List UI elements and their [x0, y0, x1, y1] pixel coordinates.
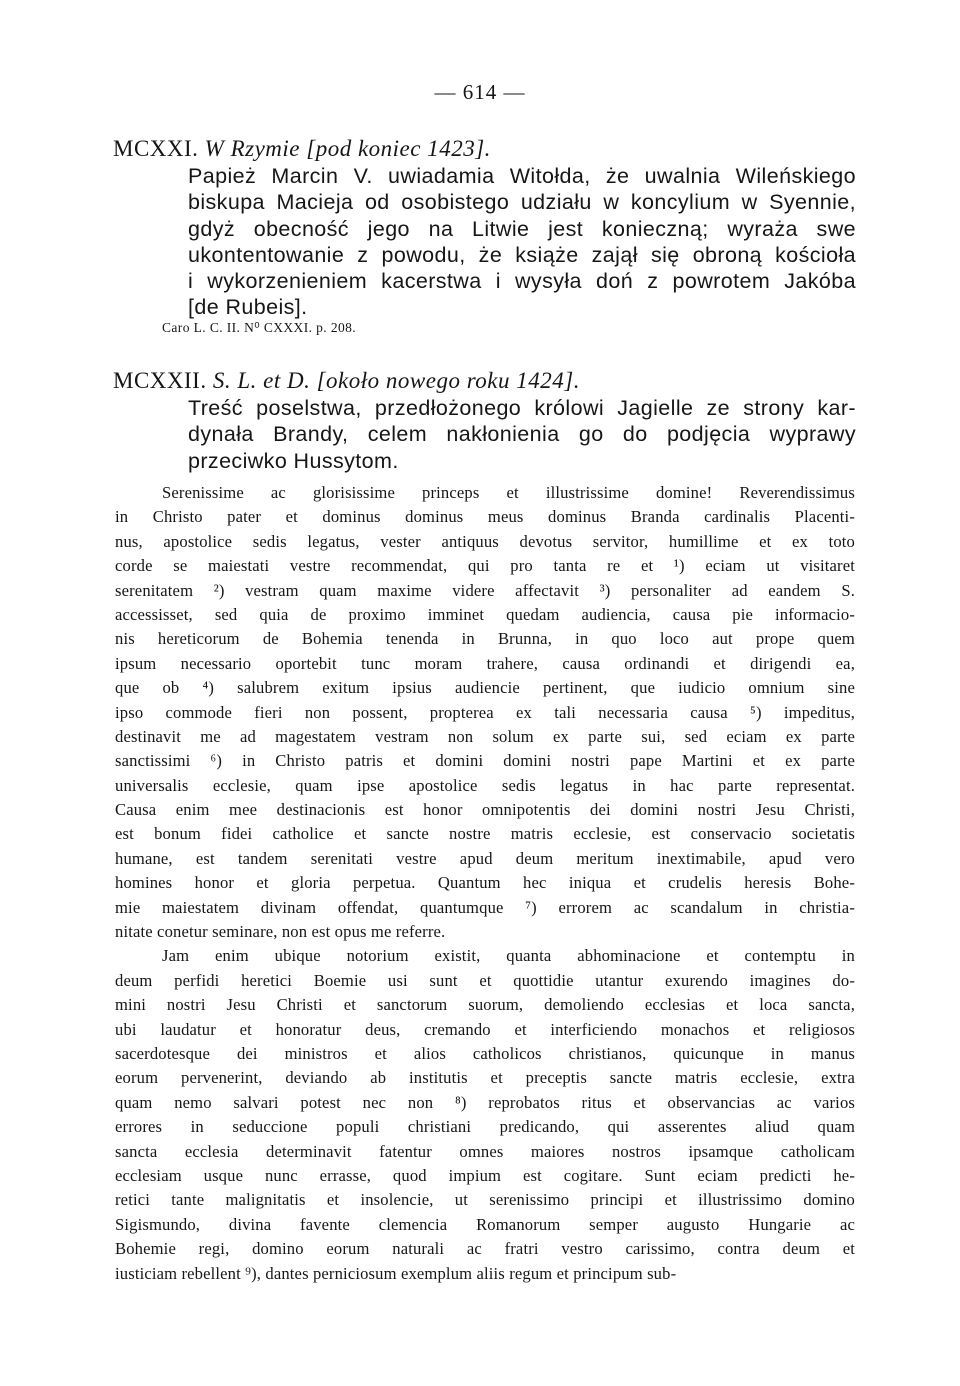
text-line: universalis ecclesie, quam ipse apostolice sedis legatus in hac parte representat.	[115, 775, 855, 795]
text-line: deum perfidi heretici Boemie usi sunt et quottidie utantur exurendo imagines do-	[115, 970, 855, 990]
text-line: iusticiam rebellent ⁹), dantes perniciosum exemplum aliis regum et principum sub-	[115, 1263, 677, 1283]
text-line: sanctissimi ⁶) in Christo patris et domini domini nostri pape Martini et ex parte	[115, 751, 855, 771]
text-line: gdyż obecność jego na Litwie jest konieczną; wyraża swe	[188, 216, 856, 241]
body-text	[115, 481, 855, 1286]
text-line: in Christo pater et dominus dominus meus dominus Branda cardinalis Placenti-	[115, 507, 855, 527]
text-line: i wykorzenieniem kacerstwa i wysyła doń z powrotem Jakóba	[188, 269, 856, 294]
text-line: Bohemie regi, domino eorum naturali ac fratri vestro carissimo, contra deum et	[115, 1239, 855, 1259]
text-line: mie maiestatem divinam offendat, quantumque ⁷) errorem ac scandalum in christia-	[115, 897, 855, 917]
document-place-date-1: W Rzymie [pod koniec 1423].	[204, 136, 491, 161]
text-line: nus, apostolice sedis legatus, vester antiquus devotus servitor, humillime et ex toto	[115, 531, 855, 551]
text-line: Sigismundo, divina favente clemencia Romanorum semper augusto Hungarie ac	[115, 1214, 855, 1234]
document-heading-2	[113, 368, 580, 394]
document-heading-1	[113, 136, 491, 162]
text-line: ukontentowanie z powodu, że książe zajął się obroną kościoła	[188, 242, 856, 267]
regest-1	[188, 163, 856, 321]
document-number-1: MCXXI.	[113, 136, 199, 161]
text-line: mini nostri Jesu Christi et sanctorum suorum, demoliendo ecclesias et loca sancta,	[115, 995, 855, 1015]
page-number: — 614 —	[434, 80, 526, 104]
text-line: ubi laudatur et honoratur deus, cremando et interficiendo monachos et religiosos	[115, 1019, 855, 1039]
text-line: sancta ecclesia determinavit fatentur omnes maiores nostros ipsamque catholicam	[115, 1141, 855, 1161]
text-line: ipsum necessario oportebit tunc moram trahere, causa ordinandi et dirigendi ea,	[115, 653, 855, 673]
document-number-2: MCXXII.	[113, 368, 207, 393]
text-line: Serenissime ac glorisissime princeps et illustrissime domine! Reverendissimus	[162, 483, 855, 502]
text-line: est bonum fidei catholice et sancte nostre matris ecclesie, est conservacio societatis	[115, 824, 855, 844]
text-line: homines honor et gloria perpetua. Quantum hec iniqua et crudelis heresis Bohe-	[115, 873, 855, 893]
regest-2	[188, 395, 856, 474]
text-line: que ob ⁴) salubrem exitum ipsius audiencie pertinent, que iudicio omnium sine	[115, 678, 855, 698]
text-line: corde se maiestati vestre recommendat, qui pro tanta re et ¹) eciam ut visitaret	[115, 556, 855, 576]
text-line: quam nemo salvari potest nec non ⁸) reprobatos ritus et observancias ac varios	[115, 1092, 855, 1112]
text-line: nis hereticorum de Bohemia tenenda in Brunna, in quo loco aut prope quem	[115, 629, 855, 649]
text-line: nitate conetur seminare, non est opus me referre.	[115, 922, 446, 942]
text-line: accessisset, sed quia de proximo imminet quedam audiencia, causa pie informacio-	[115, 604, 855, 624]
text-line: ipso commode fieri non possent, propterea ex tali necessaria causa ⁵) impeditus,	[115, 702, 855, 722]
text-line: Treść poselstwa, przedłożonego królowi Jagielle ze strony kar-	[188, 396, 856, 420]
text-line: destinavit me ad magestatem vestram non solum ex parte sui, sed eciam ex parte	[115, 726, 855, 746]
text-line: Causa enim mee destinacionis est honor omnipotentis dei domini nostri Jesu Christi,	[115, 800, 855, 820]
text-line: ecclesiam usque nunc errasse, quod impium est cogitare. Sunt eciam predicti he-	[115, 1165, 855, 1185]
source-citation: Caro L. C. II. N⁰ CXXXI. p. 208.	[162, 320, 357, 335]
text-line: eorum pervenerint, deviando ab institutis et preceptis sancte matris ecclesie, extra	[115, 1068, 855, 1088]
text-line: Papież Marcin V. uwiadamia Witołda, że uwalnia Wileńskiego	[188, 164, 856, 188]
text-line: przeciwko Hussytom.	[188, 448, 399, 473]
text-line: sacerdotesque dei ministros et alios catholicos christianos, quicunque in manus	[115, 1043, 855, 1063]
text-line: biskupa Macieja od osobistego udziału w koncylium w Syennie,	[188, 190, 856, 215]
text-line: serenitatem ²) vestram quam maxime videre affectavit ³) personaliter ad eandem S.	[115, 580, 855, 600]
text-line: [de Rubeis].	[188, 295, 308, 320]
text-line: Jam enim ubique notorium existit, quanta abhominacione et contemptu in	[162, 946, 855, 966]
text-line: retici tante malignitatis et insolencie, ut serenissimo principi et illustrissimo domino	[115, 1190, 855, 1210]
text-line: humane, est tandem serenitati vestre apud deum meritum inextimabile, apud vero	[115, 848, 855, 868]
text-line: errores in seduccione populi christiani predicando, qui asserentes aliud quam	[115, 1117, 855, 1137]
document-place-date-2: S. L. et D. [około nowego roku 1424].	[212, 368, 580, 393]
text-line: dynała Brandy, celem nakłonienia go do podjęcia wyprawy	[188, 422, 856, 447]
